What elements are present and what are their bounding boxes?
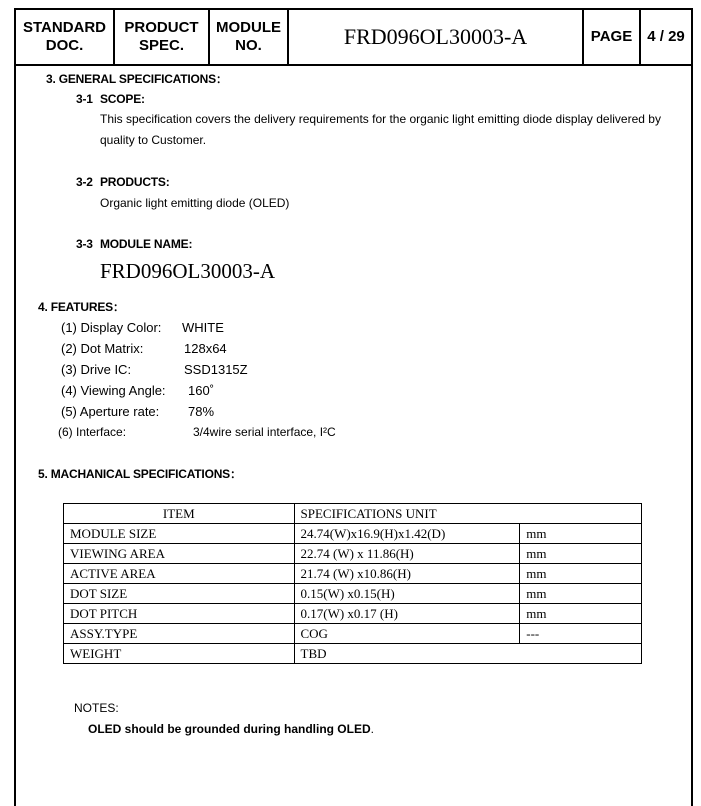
scope-text-line-2: quality to Customer. xyxy=(100,133,207,147)
table-cell-unit: mm xyxy=(520,604,642,624)
table-cell-item: VIEWING AREA xyxy=(64,544,295,564)
standard-doc-label-1: STANDARD xyxy=(22,19,107,36)
table-cell-spec: 22.74 (W) x 11.86(H) xyxy=(294,544,520,564)
table-row xyxy=(64,604,642,624)
feature-label: (2) Dot Matrix: xyxy=(61,341,144,356)
table-cell-spec: 21.74 (W) x10.86(H) xyxy=(294,564,520,584)
feature-label: (6) Interface: xyxy=(58,425,127,439)
standard-doc-cell xyxy=(16,10,115,64)
table-cell-spec: 24.74(W)x16.9(H)x1.42(D) xyxy=(294,524,520,544)
table-cell-item: ACTIVE AREA xyxy=(64,564,295,584)
table-cell-item: DOT PITCH xyxy=(64,604,295,624)
table-row xyxy=(64,524,642,544)
feature-value: SSD1315Z xyxy=(184,362,248,377)
table-row xyxy=(64,644,642,664)
table-cell-item: ASSY.TYPE xyxy=(64,624,295,644)
section-features-title: 4. FEATURES： xyxy=(38,300,125,314)
table-header-item: ITEM xyxy=(64,504,295,524)
notes-label: NOTES: xyxy=(74,701,119,715)
section-mechanical-title: 5. MACHANICAL SPECIFICATIONS： xyxy=(38,467,242,481)
feature-value: 3/4wire serial interface, I²C xyxy=(193,425,336,439)
notes-text-tail: . xyxy=(370,722,374,736)
module-name-number: 3-3 xyxy=(76,237,93,251)
module-no-cell xyxy=(210,10,289,64)
feature-label: (4) Viewing Angle: xyxy=(61,383,166,398)
feature-label: (1) Display Color: xyxy=(61,320,162,335)
module-name-title: MODULE NAME: xyxy=(100,237,193,251)
feature-value: 78% xyxy=(188,404,215,419)
products-title: PRODUCTS: xyxy=(100,175,170,189)
feature-label: (5) Aperture rate: xyxy=(61,404,160,419)
table-cell-item: MODULE SIZE xyxy=(64,524,295,544)
doc-number: FRD096OL30003-A xyxy=(289,10,584,64)
module-no-label-2: NO. xyxy=(235,37,262,54)
notes-text xyxy=(88,722,374,736)
products-text: Organic light emitting diode (OLED) xyxy=(100,196,290,210)
document-header xyxy=(14,8,693,66)
table-cell-unit: mm xyxy=(520,544,642,564)
scope-title: SCOPE: xyxy=(100,92,145,106)
table-row xyxy=(64,584,642,604)
table-cell-unit: mm xyxy=(520,524,642,544)
table-cell-item: WEIGHT xyxy=(64,644,295,664)
scope-number: 3-1 xyxy=(76,92,93,106)
products-number: 3-2 xyxy=(76,175,93,189)
feature-value: 128x64 xyxy=(184,341,227,356)
standard-doc-label-2: DOC. xyxy=(45,37,84,54)
table-cell-unit: mm xyxy=(520,584,642,604)
notes-text-bold: OLED should be grounded during handling OLED xyxy=(88,722,371,736)
product-spec-cell xyxy=(115,10,210,64)
table-cell-spec: 0.15(W) x0.15(H) xyxy=(294,584,520,604)
module-no-label-1: MODULE xyxy=(216,19,281,36)
product-spec-label-1: PRODUCT xyxy=(124,19,199,36)
table-row xyxy=(64,544,642,564)
table-header-row xyxy=(64,504,642,524)
table-cell-unit: mm xyxy=(520,564,642,584)
table-row xyxy=(64,624,642,644)
table-cell-item: DOT SIZE xyxy=(64,584,295,604)
table-cell-unit: --- xyxy=(520,624,642,644)
scope-text-line-1: This specification covers the delivery requirements for the organic light emitting diode display delivered by xyxy=(100,112,661,126)
module-name-value: FRD096OL30003-A xyxy=(100,259,276,283)
feature-value: 160˚ xyxy=(188,383,215,398)
product-spec-label-2: SPEC. xyxy=(138,37,184,54)
page-number: 4 / 29 xyxy=(647,28,685,45)
table-row xyxy=(64,564,642,584)
table-cell-spec: 0.17(W) x0.17 (H) xyxy=(294,604,520,624)
table-header-spec: SPECIFICATIONS UNIT xyxy=(294,504,642,524)
feature-label: (3) Drive IC: xyxy=(61,362,132,377)
table-cell-spec: TBD xyxy=(294,644,642,664)
table-cell-spec: COG xyxy=(294,624,520,644)
feature-value: WHITE xyxy=(182,320,224,335)
section-general-title: 3. GENERAL SPECIFICATIONS： xyxy=(46,72,228,86)
mechanical-spec-table xyxy=(63,503,642,664)
page-label: PAGE xyxy=(584,10,641,64)
